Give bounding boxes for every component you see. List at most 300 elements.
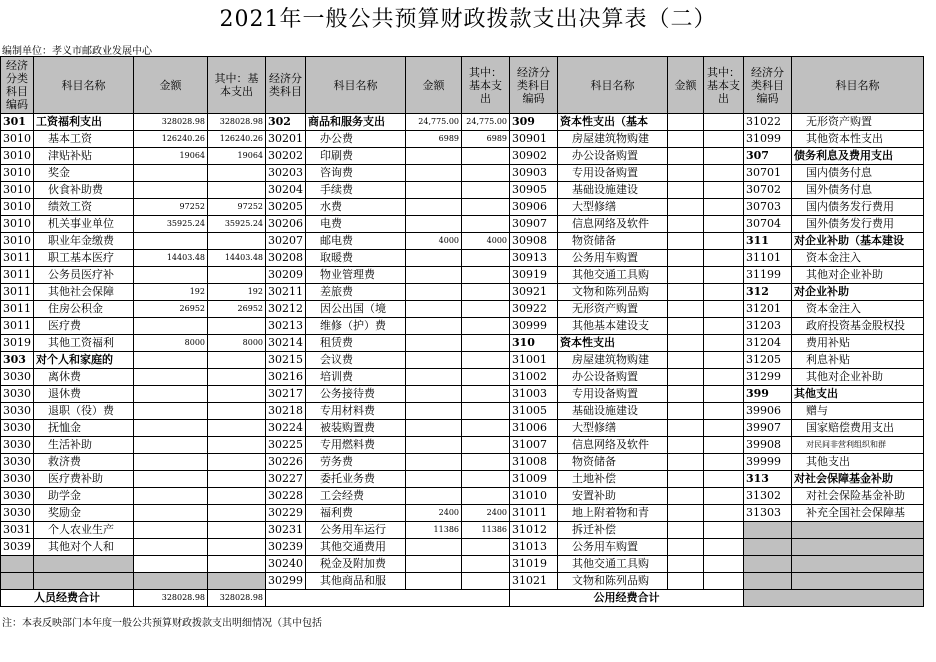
code-cell: 30703 (744, 199, 792, 216)
item-name-cell: 机关事业单位 (34, 216, 134, 233)
amount-cell (134, 539, 208, 556)
amount-cell (134, 488, 208, 505)
total-spacer (744, 590, 924, 607)
code-cell: 30901 (510, 131, 558, 148)
amount-cell (704, 148, 744, 165)
item-name-cell: 其他资本性支出 (792, 131, 924, 148)
header-cell: 经济分类科目编码 (744, 57, 792, 114)
code-cell: 30209 (266, 267, 306, 284)
code-cell: 39906 (744, 403, 792, 420)
item-name-cell (792, 522, 924, 539)
amount-cell (134, 233, 208, 250)
amount-cell (208, 352, 266, 369)
amount-cell (208, 318, 266, 335)
table-row (1, 522, 924, 539)
code-cell: 3011 (1, 284, 34, 301)
item-name-cell: 商品和服务支出 (306, 114, 406, 131)
amount-cell (462, 403, 510, 420)
amount-cell (134, 505, 208, 522)
amount-cell (668, 403, 704, 420)
item-name-cell: 其他交通工具购 (558, 267, 668, 284)
item-name-cell: 个人农业生产 (34, 522, 134, 539)
table-row (1, 488, 924, 505)
code-cell: 3011 (1, 301, 34, 318)
code-cell: 31302 (744, 488, 792, 505)
header-cell: 科目名称 (34, 57, 134, 114)
item-name-cell: 生活补助 (34, 437, 134, 454)
amount-cell (406, 148, 462, 165)
amount-cell (406, 471, 462, 488)
item-name-cell: 地上附着物和青 (558, 505, 668, 522)
item-name-cell: 政府投资基金股权投 (792, 318, 924, 335)
code-cell: 39907 (744, 420, 792, 437)
amount-cell (668, 114, 704, 131)
table-row (1, 165, 924, 182)
code-cell (1, 556, 34, 573)
code-cell: 30905 (510, 182, 558, 199)
item-name-cell: 大型修缮 (558, 420, 668, 437)
amount-cell (704, 250, 744, 267)
code-cell: 3030 (1, 505, 34, 522)
code-cell: 30216 (266, 369, 306, 386)
page-title: 2021年一般公共预算财政拨款支出决算表（二） (219, 7, 717, 32)
item-name-cell: 对个人和家庭的 (34, 352, 134, 369)
header-cell: 科目名称 (306, 57, 406, 114)
code-cell: 3030 (1, 386, 34, 403)
amount-cell (208, 437, 266, 454)
code-cell: 31009 (510, 471, 558, 488)
code-cell: 30228 (266, 488, 306, 505)
amount-cell (134, 573, 208, 590)
header-cell: 科目名称 (558, 57, 668, 114)
item-name-cell: 基本工资 (34, 131, 134, 148)
code-cell: 31021 (510, 573, 558, 590)
item-name-cell: 劳务费 (306, 454, 406, 471)
item-name-cell: 专用设备购置 (558, 165, 668, 182)
amount-cell (704, 284, 744, 301)
code-cell: 30205 (266, 199, 306, 216)
amount-cell: 35925.24 (208, 216, 266, 233)
amount-cell (668, 420, 704, 437)
item-name-cell: 专用设备购置 (558, 386, 668, 403)
code-cell: 3010 (1, 131, 34, 148)
amount-cell (668, 165, 704, 182)
amount-cell: 24,775.00 (406, 114, 462, 131)
amount-cell (668, 182, 704, 199)
item-name-cell: 专用材料费 (306, 403, 406, 420)
code-cell (744, 556, 792, 573)
code-cell: 3030 (1, 403, 34, 420)
code-cell: 30203 (266, 165, 306, 182)
item-name-cell: 公务接待费 (306, 386, 406, 403)
table-row (1, 267, 924, 284)
amount-cell (704, 454, 744, 471)
amount-cell: 4000 (406, 233, 462, 250)
amount-cell (406, 352, 462, 369)
code-cell: 31006 (510, 420, 558, 437)
amount-cell (462, 301, 510, 318)
code-cell: 30239 (266, 539, 306, 556)
code-cell: 39908 (744, 437, 792, 454)
amount-cell (208, 267, 266, 284)
code-cell (744, 573, 792, 590)
item-name-cell: 住房公积金 (34, 301, 134, 318)
item-name-cell: 文物和陈列品购 (558, 284, 668, 301)
item-name-cell: 其他对企业补助 (792, 267, 924, 284)
table-row (1, 454, 924, 471)
amount-cell (462, 573, 510, 590)
amount-cell: 19064 (208, 148, 266, 165)
code-cell: 3010 (1, 199, 34, 216)
amount-cell (704, 131, 744, 148)
amount-cell: 19064 (134, 148, 208, 165)
item-name-cell: 租赁费 (306, 335, 406, 352)
item-name-cell: 物业管理费 (306, 267, 406, 284)
item-name-cell: 其他基本建设支 (558, 318, 668, 335)
code-cell: 30299 (266, 573, 306, 590)
amount-cell (406, 301, 462, 318)
table-row (1, 318, 924, 335)
amount-cell (704, 114, 744, 131)
code-cell: 30999 (510, 318, 558, 335)
amount-cell: 97252 (208, 199, 266, 216)
amount-cell (406, 250, 462, 267)
item-name-cell: 无形资产购置 (792, 114, 924, 131)
amount-cell (668, 250, 704, 267)
code-cell: 3031 (1, 522, 34, 539)
amount-cell (462, 216, 510, 233)
code-cell: 3010 (1, 165, 34, 182)
amount-cell (462, 267, 510, 284)
table-row (1, 114, 924, 131)
code-cell (744, 539, 792, 556)
amount-cell: 2400 (406, 505, 462, 522)
code-cell: 30213 (266, 318, 306, 335)
amount-cell: 6989 (462, 131, 510, 148)
code-cell: 30906 (510, 199, 558, 216)
item-name-cell: 培训费 (306, 369, 406, 386)
code-cell: 30702 (744, 182, 792, 199)
amount-cell (668, 573, 704, 590)
item-name-cell: 被装购置费 (306, 420, 406, 437)
item-name-cell: 因公出国（境 (306, 301, 406, 318)
item-name-cell: 奖金 (34, 165, 134, 182)
footnote: 注：本表反映部门本年度一般公共预算财政拨款支出明细情况（其中包括 (2, 618, 322, 629)
code-cell: 3010 (1, 216, 34, 233)
amount-cell (208, 403, 266, 420)
code-cell: 31203 (744, 318, 792, 335)
item-name-cell: 国内债务发行费用 (792, 199, 924, 216)
item-name-cell: 手续费 (306, 182, 406, 199)
item-name-cell: 补充全国社会保障基 (792, 505, 924, 522)
amount-cell (704, 318, 744, 335)
code-cell: 31010 (510, 488, 558, 505)
code-cell (744, 522, 792, 539)
item-name-cell: 抚恤金 (34, 420, 134, 437)
item-name-cell (792, 539, 924, 556)
amount-cell (406, 335, 462, 352)
item-name-cell: 委托业务费 (306, 471, 406, 488)
table-row (1, 131, 924, 148)
item-name-cell: 办公设备购置 (558, 369, 668, 386)
amount-cell (704, 352, 744, 369)
code-cell: 30227 (266, 471, 306, 488)
code-cell: 3030 (1, 454, 34, 471)
code-cell: 30903 (510, 165, 558, 182)
table-row (1, 284, 924, 301)
item-name-cell: 资本性支出 (558, 335, 668, 352)
amount-cell (406, 403, 462, 420)
amount-cell (134, 182, 208, 199)
table-row (1, 301, 924, 318)
amount-cell (668, 318, 704, 335)
amount-cell (462, 284, 510, 301)
item-name-cell: 资本金注入 (792, 250, 924, 267)
amount-cell (668, 505, 704, 522)
item-name-cell: 安置补助 (558, 488, 668, 505)
amount-cell (406, 318, 462, 335)
amount-cell: 4000 (462, 233, 510, 250)
amount-cell (406, 199, 462, 216)
amount-cell: 126240.26 (134, 131, 208, 148)
table-row (1, 369, 924, 386)
header-cell: 科目名称 (792, 57, 924, 114)
amount-cell (704, 199, 744, 216)
amount-cell: 11386 (462, 522, 510, 539)
amount-cell (704, 301, 744, 318)
item-name-cell: 物资储备 (558, 454, 668, 471)
amount-cell: 26952 (134, 301, 208, 318)
item-name-cell: 基础设施建设 (558, 403, 668, 420)
item-name-cell: 工资福利支出 (34, 114, 134, 131)
item-name-cell: 公务员医疗补 (34, 267, 134, 284)
code-cell: 31101 (744, 250, 792, 267)
header-cell: 其中：基本支出 (704, 57, 744, 114)
amount-cell (208, 233, 266, 250)
amount-cell (668, 369, 704, 386)
item-name-cell: 对社会保障基金补助 (792, 471, 924, 488)
amount-cell (208, 369, 266, 386)
amount-cell (668, 335, 704, 352)
amount-cell (668, 301, 704, 318)
amount-cell (462, 437, 510, 454)
amount-cell (134, 403, 208, 420)
amount-cell: 35925.24 (134, 216, 208, 233)
item-name-cell: 其他工资福利 (34, 335, 134, 352)
amount-cell (704, 437, 744, 454)
code-cell: 3030 (1, 488, 34, 505)
amount-cell (668, 437, 704, 454)
amount-cell (134, 454, 208, 471)
header-row (1, 57, 924, 114)
amount-cell (668, 284, 704, 301)
table-row (1, 335, 924, 352)
amount-cell (462, 471, 510, 488)
code-cell: 3010 (1, 233, 34, 250)
code-cell: 30215 (266, 352, 306, 369)
amount-cell (406, 284, 462, 301)
item-name-cell: 津贴补贴 (34, 148, 134, 165)
amount-cell (134, 165, 208, 182)
personnel-total-basic: 328028.98 (208, 590, 266, 607)
amount-cell (462, 335, 510, 352)
header-cell: 其中：基本支出 (462, 57, 510, 114)
code-cell: 31205 (744, 352, 792, 369)
item-name-cell: 利息补贴 (792, 352, 924, 369)
amount-cell (704, 471, 744, 488)
amount-cell (208, 488, 266, 505)
item-name-cell: 公务用车购置 (558, 539, 668, 556)
item-name-cell: 大型修缮 (558, 199, 668, 216)
item-name-cell: 信息网络及软件 (558, 216, 668, 233)
amount-cell (208, 165, 266, 182)
amount-cell (704, 573, 744, 590)
code-cell: 3030 (1, 420, 34, 437)
header-cell: 经济分类科目编码 (1, 57, 34, 114)
amount-cell (462, 199, 510, 216)
header-cell: 金额 (668, 57, 704, 114)
amount-cell (668, 267, 704, 284)
header-cell: 金额 (406, 57, 462, 114)
table-row (1, 250, 924, 267)
amount-cell (208, 471, 266, 488)
item-name-cell: 基础设施建设 (558, 182, 668, 199)
code-cell: 309 (510, 114, 558, 131)
header-cell: 经济分类科目编码 (510, 57, 558, 114)
personnel-total-label: 人员经费合计 (1, 590, 134, 607)
item-name-cell: 其他支出 (792, 386, 924, 403)
code-cell: 30907 (510, 216, 558, 233)
code-cell: 30922 (510, 301, 558, 318)
code-cell: 302 (266, 114, 306, 131)
item-name-cell: 国外债务付息 (792, 182, 924, 199)
amount-cell (208, 539, 266, 556)
code-cell: 30229 (266, 505, 306, 522)
code-cell: 30206 (266, 216, 306, 233)
amount-cell (704, 556, 744, 573)
amount-cell (704, 505, 744, 522)
code-cell: 30921 (510, 284, 558, 301)
item-name-cell (34, 556, 134, 573)
item-name-cell: 办公设备购置 (558, 148, 668, 165)
code-cell: 312 (744, 284, 792, 301)
amount-cell: 24,775.00 (462, 114, 510, 131)
item-name-cell: 水费 (306, 199, 406, 216)
item-name-cell: 资本性支出（基本 (558, 114, 668, 131)
item-name-cell: 救济费 (34, 454, 134, 471)
amount-cell (462, 165, 510, 182)
code-cell: 31007 (510, 437, 558, 454)
code-cell: 3011 (1, 250, 34, 267)
code-cell: 301 (1, 114, 34, 131)
code-cell: 30211 (266, 284, 306, 301)
reporting-unit: 编制单位：孝义市邮政业发展中心 (2, 46, 152, 57)
amount-cell (704, 403, 744, 420)
amount-cell: 6989 (406, 131, 462, 148)
amount-cell (462, 250, 510, 267)
amount-cell (704, 267, 744, 284)
code-cell: 303 (1, 352, 34, 369)
amount-cell: 328028.98 (208, 114, 266, 131)
item-name-cell: 其他交通工具购 (558, 556, 668, 573)
table-row (1, 199, 924, 216)
item-name-cell: 土地补偿 (558, 471, 668, 488)
code-cell: 31003 (510, 386, 558, 403)
amount-cell (462, 318, 510, 335)
item-name-cell (792, 556, 924, 573)
item-name-cell: 其他对个人和 (34, 539, 134, 556)
item-name-cell: 退休费 (34, 386, 134, 403)
code-cell: 31201 (744, 301, 792, 318)
code-cell: 31013 (510, 539, 558, 556)
table-row (1, 437, 924, 454)
amount-cell (208, 386, 266, 403)
item-name-cell: 文物和陈列品购 (558, 573, 668, 590)
code-cell: 3019 (1, 335, 34, 352)
item-name-cell: 资本金注入 (792, 301, 924, 318)
code-cell: 30224 (266, 420, 306, 437)
code-cell: 31022 (744, 114, 792, 131)
code-cell: 30212 (266, 301, 306, 318)
item-name-cell: 咨询费 (306, 165, 406, 182)
item-name-cell: 其他商品和服 (306, 573, 406, 590)
table-row (1, 352, 924, 369)
amount-cell (704, 165, 744, 182)
amount-cell (208, 522, 266, 539)
amount-cell (406, 216, 462, 233)
code-cell: 39999 (744, 454, 792, 471)
code-cell: 31303 (744, 505, 792, 522)
header-cell: 金额 (134, 57, 208, 114)
amount-cell (668, 454, 704, 471)
item-name-cell: 国家赔偿费用支出 (792, 420, 924, 437)
table-row (1, 556, 924, 573)
item-name-cell: 无形资产购置 (558, 301, 668, 318)
amount-cell (406, 539, 462, 556)
amount-cell: 11386 (406, 522, 462, 539)
amount-cell (704, 386, 744, 403)
code-cell: 30208 (266, 250, 306, 267)
amount-cell (462, 148, 510, 165)
amount-cell: 192 (208, 284, 266, 301)
code-cell: 30231 (266, 522, 306, 539)
header-cell: 其中：基本支出 (208, 57, 266, 114)
amount-cell: 2400 (462, 505, 510, 522)
code-cell: 3011 (1, 318, 34, 335)
amount-cell (704, 420, 744, 437)
totals-row (1, 590, 924, 607)
code-cell: 31199 (744, 267, 792, 284)
amount-cell: 8000 (134, 335, 208, 352)
amount-cell (462, 386, 510, 403)
expenditure-table (0, 56, 924, 607)
code-cell: 31005 (510, 403, 558, 420)
code-cell: 31099 (744, 131, 792, 148)
amount-cell: 8000 (208, 335, 266, 352)
amount-cell (668, 488, 704, 505)
code-cell: 30908 (510, 233, 558, 250)
amount-cell: 14403.48 (208, 250, 266, 267)
amount-cell (668, 539, 704, 556)
item-name-cell: 房屋建筑物购建 (558, 131, 668, 148)
item-name-cell: 取暖费 (306, 250, 406, 267)
total-spacer (266, 590, 510, 607)
code-cell: 31012 (510, 522, 558, 539)
code-cell: 30201 (266, 131, 306, 148)
item-name-cell: 国内债务付息 (792, 165, 924, 182)
item-name-cell: 拆迁补偿 (558, 522, 668, 539)
amount-cell (668, 131, 704, 148)
